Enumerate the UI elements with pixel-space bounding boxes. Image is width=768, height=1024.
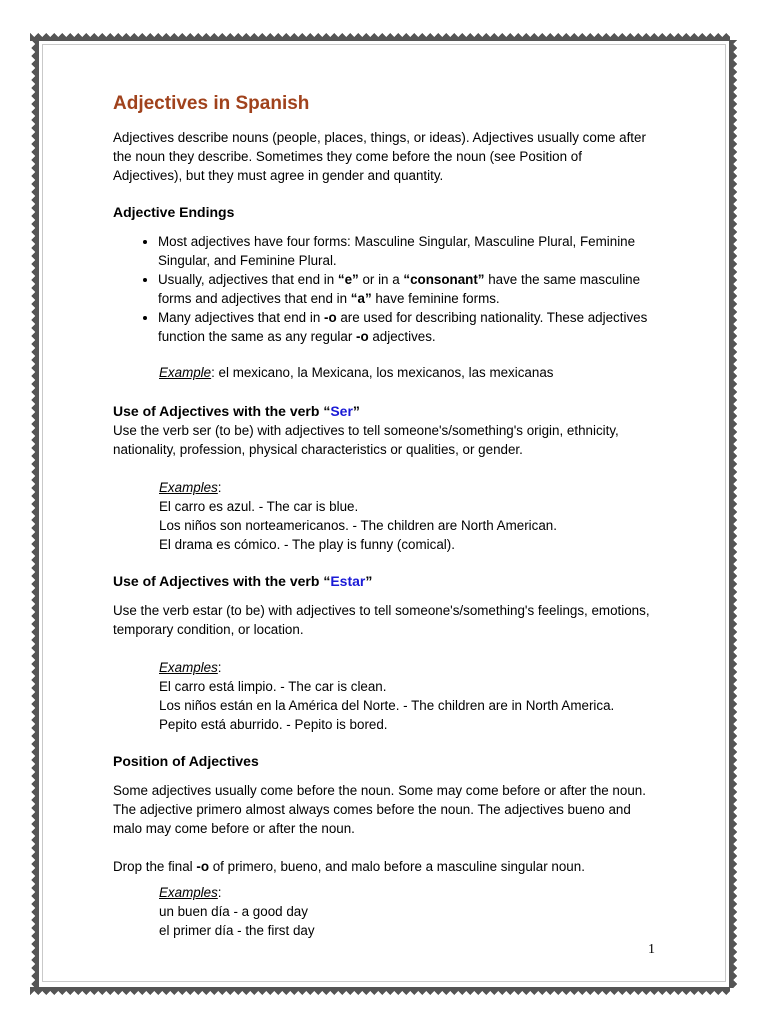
page-number: 1	[648, 942, 655, 957]
intro-paragraph: Adjectives describe nouns (people, places, things, or ideas). Adjectives usually come after the noun they describe. Sometimes they come before the noun (see Position of Adjectives), but they must agree in gender and quantity.	[113, 130, 646, 183]
list-item: Los niños son norteamericanos. - The children are North American.	[159, 518, 557, 533]
list-item: un buen día - a good day	[159, 904, 308, 919]
endings-heading: Adjective Endings	[113, 204, 235, 220]
page-title: Adjectives in Spanish	[113, 93, 310, 114]
list-item: • Most adjectives have four forms: Masculine Singular, Masculine Plural, Feminine Singular, and Feminine Plural.	[158, 232, 653, 270]
list-item: El carro es azul. - The car is blue.	[159, 499, 359, 514]
estar-description: Use the verb estar (to be) with adjectives to tell someone's/something's feelings, emotions, temporary condition, or location.	[113, 603, 650, 637]
position-examples: Examples: un buen día - a good day el primer día - the first day	[113, 883, 653, 940]
border-top	[30, 30, 730, 44]
estar-examples: Examples: El carro está limpio. - The car is clean. Los niños están en la América del Norte. - The children are in North America. Pepito está aburrido. - Pepito is bored.	[113, 658, 653, 734]
list-item: el primer día - the first day	[159, 923, 315, 938]
estar-heading: Use of Adjectives with the verb “Estar”	[113, 573, 373, 589]
list-item: • Many adjectives that end in -o are used for describing nationality. These adjectives function the same as any regular -o adjectives.	[158, 308, 653, 346]
drop-rule: Drop the final -o of primero, bueno, and malo before a masculine singular noun.	[113, 859, 585, 874]
list-item: El drama es cómico. - The play is funny (comical).	[159, 537, 455, 552]
list-item: El carro está limpio. - The car is clean.	[159, 679, 387, 694]
endings-list	[113, 232, 653, 346]
position-heading: Position of Adjectives	[113, 753, 259, 769]
list-item: • Usually, adjectives that end in “e” or in a “consonant” have the same masculine forms and adjectives that end in “a” have feminine forms.	[158, 270, 653, 308]
document-body	[113, 92, 653, 940]
border-left	[28, 40, 42, 988]
endings-example: Example: el mexicano, la Mexicana, los mexicanos, las mexicanas	[159, 365, 554, 380]
ser-examples: Examples: El carro es azul. - The car is blue. Los niños son norteamericanos. - The children are North American. El drama es cómico. - The play is funny (comical).	[113, 478, 653, 554]
list-item: Pepito está aburrido. - Pepito is bored.	[159, 717, 388, 732]
list-item: Los niños están en la América del Norte. - The children are in North America.	[159, 698, 615, 713]
ser-heading: Use of Adjectives with the verb “Ser”	[113, 403, 360, 419]
position-paragraph: Some adjectives usually come before the noun. Some may come before or after the noun. The adjective primero almost always comes before the noun. The adjectives bueno and malo may come before or after the noun.	[113, 783, 646, 836]
border-bottom	[30, 984, 730, 998]
ser-description: Use the verb ser (to be) with adjectives to tell someone's/something's origin, ethnicity, nationality, profession, physical characteristics or qualities, or gender.	[113, 423, 619, 457]
border-right	[726, 40, 740, 988]
